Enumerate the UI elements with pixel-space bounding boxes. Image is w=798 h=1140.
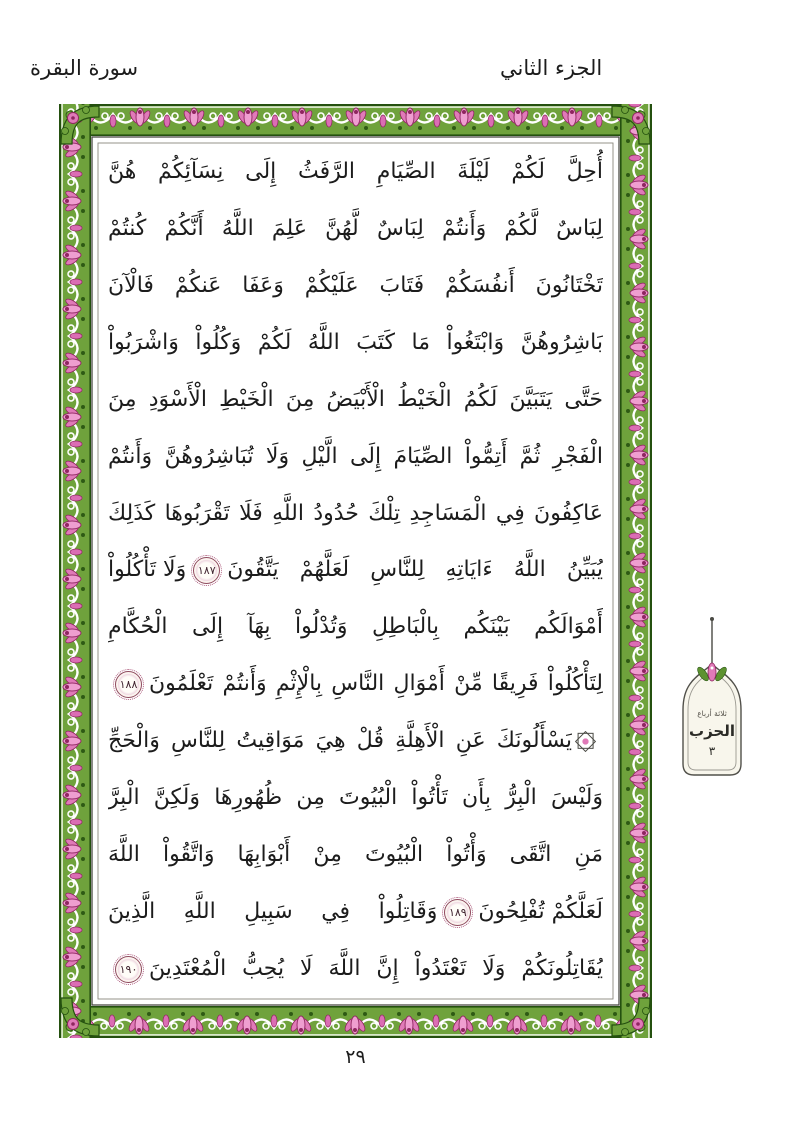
hizb-fraction-label: ثلاثة أرباع (697, 709, 727, 718)
quran-line (108, 315, 603, 372)
quran-line (108, 144, 603, 201)
verse-number-badge: ١٩٠ (115, 956, 142, 983)
ayah-text-segment: يَسْأَلُونَكَ عَنِ الْأَهِلَّةِ قُلْ هِيَ مَوَاقِيتُ لِلنَّاسِ وَالْحَجِّ (108, 728, 572, 754)
quran-line (108, 827, 603, 884)
rub-el-hizb-icon (575, 731, 596, 752)
page-frame (59, 104, 652, 1038)
ayah-text-segment: حَتَّى يَتَبَيَّنَ لَكُمُ الْخَيْطُ الْأَبْيَضُ مِنَ الْخَيْطِ الْأَسْوَدِ مِنَ (108, 386, 603, 412)
ayah-text-segment: لِبَاسٌ لَّكُمْ وَأَنتُمْ لِبَاسٌ لَّهُنَّ عَلِمَ اللَّهُ أَنَّكُمْ كُنتُمْ (108, 215, 603, 241)
ayah-text-segment: الْفَجْرِ ثُمَّ أَتِمُّواْ الصِّيَامَ إِلَى الَّيْلِ وَلَا تُبَاشِرُوهُنَّ وَأَنتُمْ (108, 443, 603, 469)
quran-text-area (100, 144, 611, 998)
quran-line (108, 941, 603, 998)
hizb-number: ٣ (708, 744, 716, 758)
ayah-text-segment: مَنِ اتَّقَى وَأْتُواْ الْبُيُوتَ مِنْ أَبْوَابِهَا وَاتَّقُواْ اللَّهَ (108, 842, 603, 868)
ayah-text-segment: يُبَيِّنُ اللَّهُ ءَايَاتِهِ لِلنَّاسِ لَعَلَّهُمْ يَتَّقُونَ (227, 557, 603, 583)
ayah-text-segment: أَمْوَالَكُم بَيْنَكُم بِالْبَاطِلِ وَتُدْلُواْ بِهَآ إِلَى الْحُكَّامِ (108, 614, 603, 640)
ayah-text-segment: لَعَلَّكُمْ تُفْلِحُونَ (478, 898, 603, 924)
ayah-text-segment: وَقَاتِلُواْ فِي سَبِيلِ اللَّهِ الَّذِينَ (108, 898, 438, 924)
quran-line (108, 372, 603, 429)
ayah-text-segment: يُقَاتِلُونَكُمْ وَلَا تَعْتَدُواْ إِنَّ اللَّهَ لَا يُحِبُّ الْمُعْتَدِينَ (149, 955, 603, 981)
quran-line (108, 656, 603, 713)
quran-line (108, 429, 603, 486)
quran-line (108, 599, 603, 656)
verse-number-badge: ١٨٧ (193, 557, 220, 584)
surah-title: سورة البقرة (30, 56, 139, 80)
quran-line (108, 542, 603, 599)
quran-line (108, 884, 603, 941)
ayah-text-segment: وَلَيْسَ الْبِرُّ بِأَن تَأْتُواْ الْبُيُوتَ مِن ظُهُورِهَا وَلَكِنَّ الْبِرَّ (108, 785, 603, 811)
ayah-text-segment: وَلَا تَأْكُلُواْ (108, 557, 187, 583)
quran-line (108, 486, 603, 543)
page-number: ٢٩ (345, 1046, 366, 1068)
quran-line (108, 258, 603, 315)
quran-line (108, 201, 603, 258)
ayah-text-segment: بَاشِرُوهُنَّ وَابْتَغُواْ مَا كَتَبَ اللَّهُ لَكُمْ وَكُلُواْ وَاشْرَبُواْ (108, 329, 603, 355)
ayah-text-segment: عَاكِفُونَ فِي الْمَسَاجِدِ تِلْكَ حُدُودُ اللَّهِ فَلَا تَقْرَبُوهَا كَذَلِكَ (108, 500, 603, 526)
quran-line (108, 713, 603, 770)
verse-number-badge: ١٨٩ (444, 899, 471, 926)
juz-title: الجزء الثاني (500, 56, 603, 80)
ayah-text-segment: أُحِلَّ لَكُمْ لَيْلَةَ الصِّيَامِ الرَّفَثُ إِلَى نِسَآئِكُمْ هُنَّ (108, 159, 603, 184)
quran-line (108, 770, 603, 827)
hizb-title-label: الحزب (689, 722, 735, 740)
ayah-text-segment: لِتَأْكُلُواْ فَرِيقًا مِّنْ أَمْوَالِ النَّاسِ بِالْإِثْمِ وَأَنتُمْ تَعْلَمُونَ (149, 671, 603, 697)
hizb-marker (670, 612, 754, 792)
verse-number-badge: ١٨٨ (115, 671, 142, 698)
hizb-medallion-icon (670, 612, 754, 792)
ayah-text-segment: تَخْتَانُونَ أَنفُسَكُمْ فَتَابَ عَلَيْكُمْ وَعَفَا عَنكُمْ فَالْآنَ (108, 272, 603, 298)
